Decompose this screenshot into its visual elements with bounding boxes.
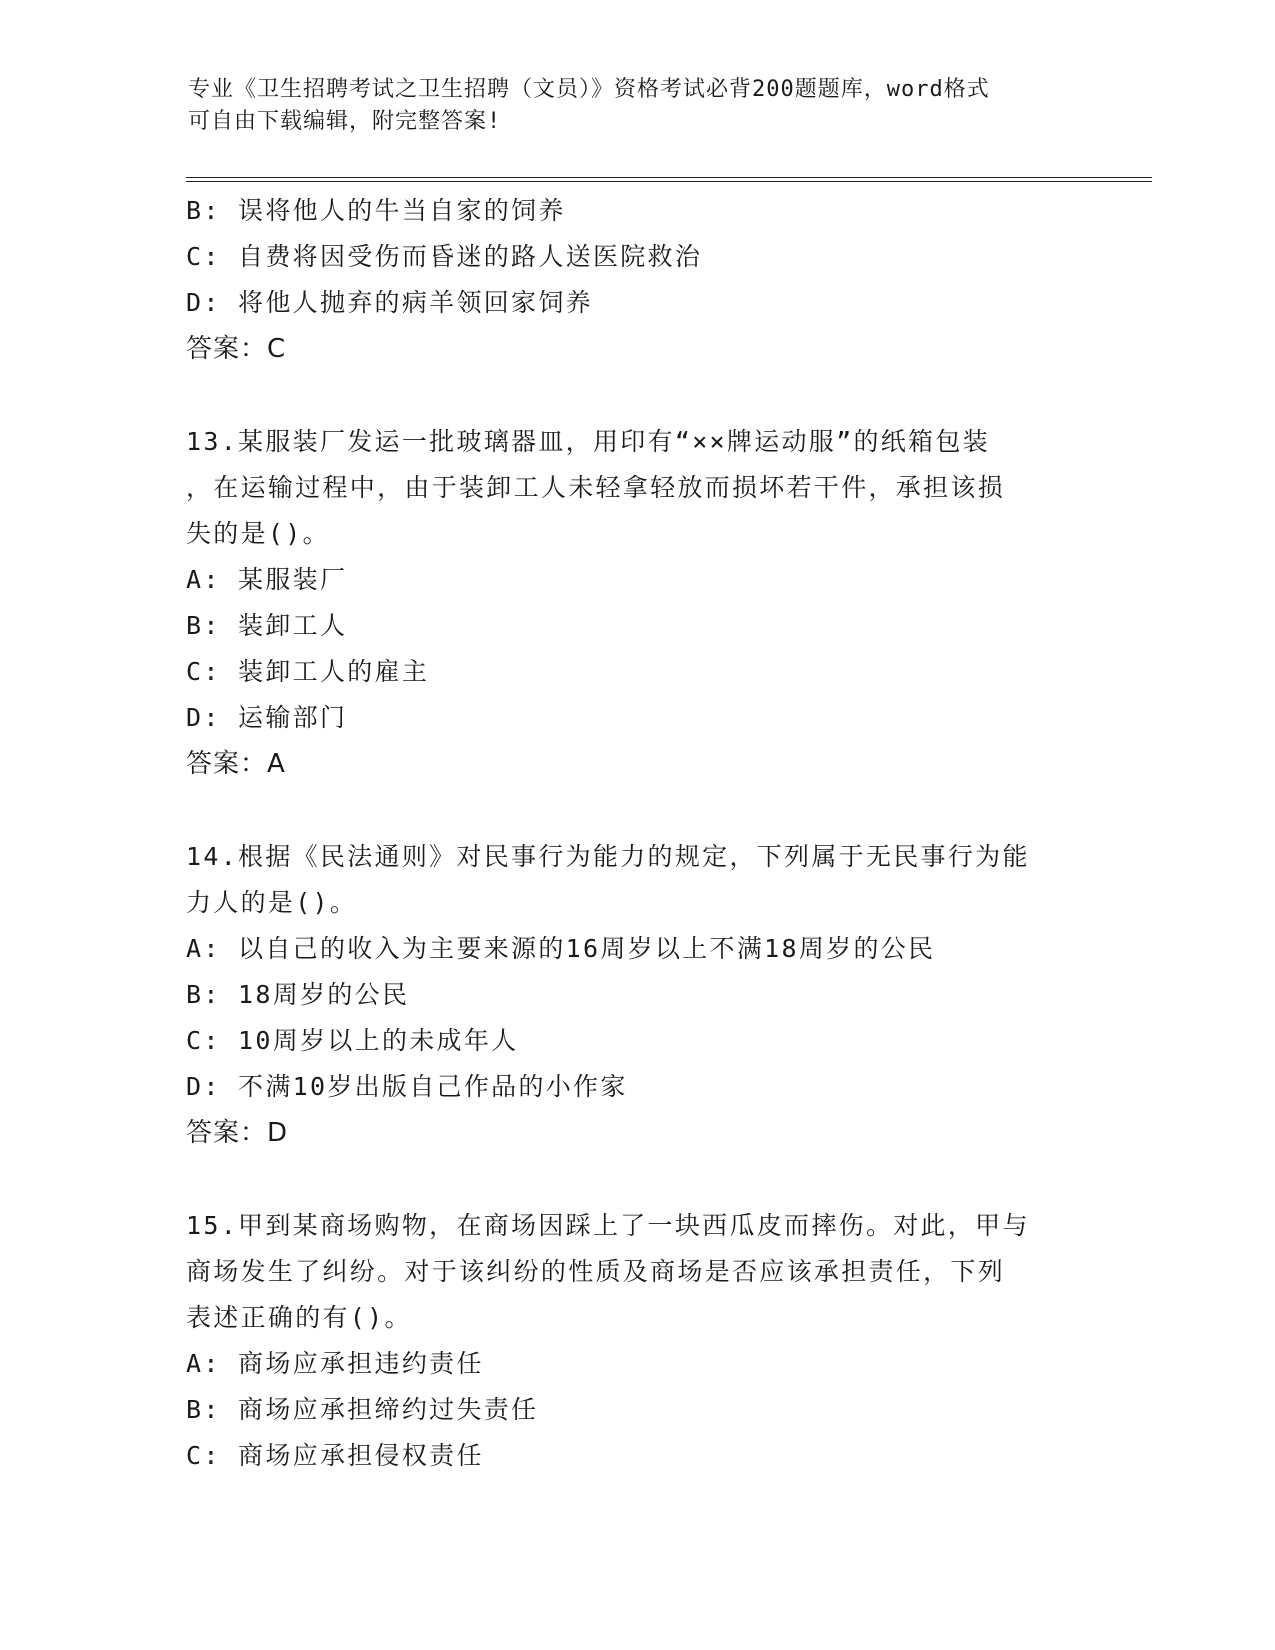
answer-label: 答案：D <box>186 1118 289 1148</box>
question-stem: 力人的是()。 <box>186 888 358 917</box>
question-stem: 13.某服装厂发运一批玻璃器皿，用印有“××牌运动服”的纸箱包装 <box>186 427 990 456</box>
header-title-line-1: 专业《卫生招聘考试之卫生招聘（文员）》资格考试必背200题题库，word格式 <box>188 77 990 102</box>
question-12-continued <box>186 188 1086 372</box>
header-title-line-2: 可自由下载编辑，附完整答案! <box>188 109 502 134</box>
option-b: B: 商场应承担缔约过失责任 <box>186 1395 539 1424</box>
answer-label: 答案：A <box>186 749 286 779</box>
answer-label: 答案：C <box>186 334 287 364</box>
spacer <box>186 1156 1086 1203</box>
question-stem: 表述正确的有()。 <box>186 1303 412 1332</box>
question-stem: 商场发生了纠纷。对于该纠纷的性质及商场是否应该承担责任，下列 <box>186 1257 1006 1286</box>
spacer <box>186 372 1086 419</box>
option-c: C: 装卸工人的雇主 <box>186 657 430 686</box>
question-stem: 14.根据《民法通则》对民事行为能力的规定，下列属于无民事行为能 <box>186 842 1030 871</box>
header-divider <box>186 177 1152 182</box>
option-c: C: 商场应承担侵权责任 <box>186 1441 484 1470</box>
option-d: D: 不满10岁出版自己作品的小作家 <box>186 1072 628 1101</box>
question-stem: 失的是()。 <box>186 519 330 548</box>
document-header <box>188 74 1068 138</box>
option-b: B: 装卸工人 <box>186 611 348 640</box>
option-a: A: 某服装厂 <box>186 565 348 594</box>
question-stem: ，在运输过程中，由于装卸工人未轻拿轻放而损坏若干件，承担该损 <box>186 473 1006 502</box>
question-15 <box>186 1203 1086 1479</box>
option-d: D: 运输部门 <box>186 703 348 732</box>
option-a: A: 商场应承担违约责任 <box>186 1349 484 1378</box>
spacer <box>186 787 1086 834</box>
document-body <box>186 188 1086 1479</box>
question-14 <box>186 834 1086 1156</box>
option-b: B: 18周岁的公民 <box>186 980 410 1009</box>
question-stem: 15.甲到某商场购物，在商场因踩上了一块西瓜皮而摔伤。对此，甲与 <box>186 1211 1030 1240</box>
option-c: C: 10周岁以上的未成年人 <box>186 1026 519 1055</box>
question-13 <box>186 419 1086 787</box>
option-d: D: 将他人抛弃的病羊领回家饲养 <box>186 288 593 317</box>
option-c: C: 自费将因受伤而昏迷的路人送医院救治 <box>186 242 703 271</box>
option-a: A: 以自己的收入为主要来源的16周岁以上不满18周岁的公民 <box>186 934 936 963</box>
option-b: B: 误将他人的牛当自家的饲养 <box>186 196 566 225</box>
